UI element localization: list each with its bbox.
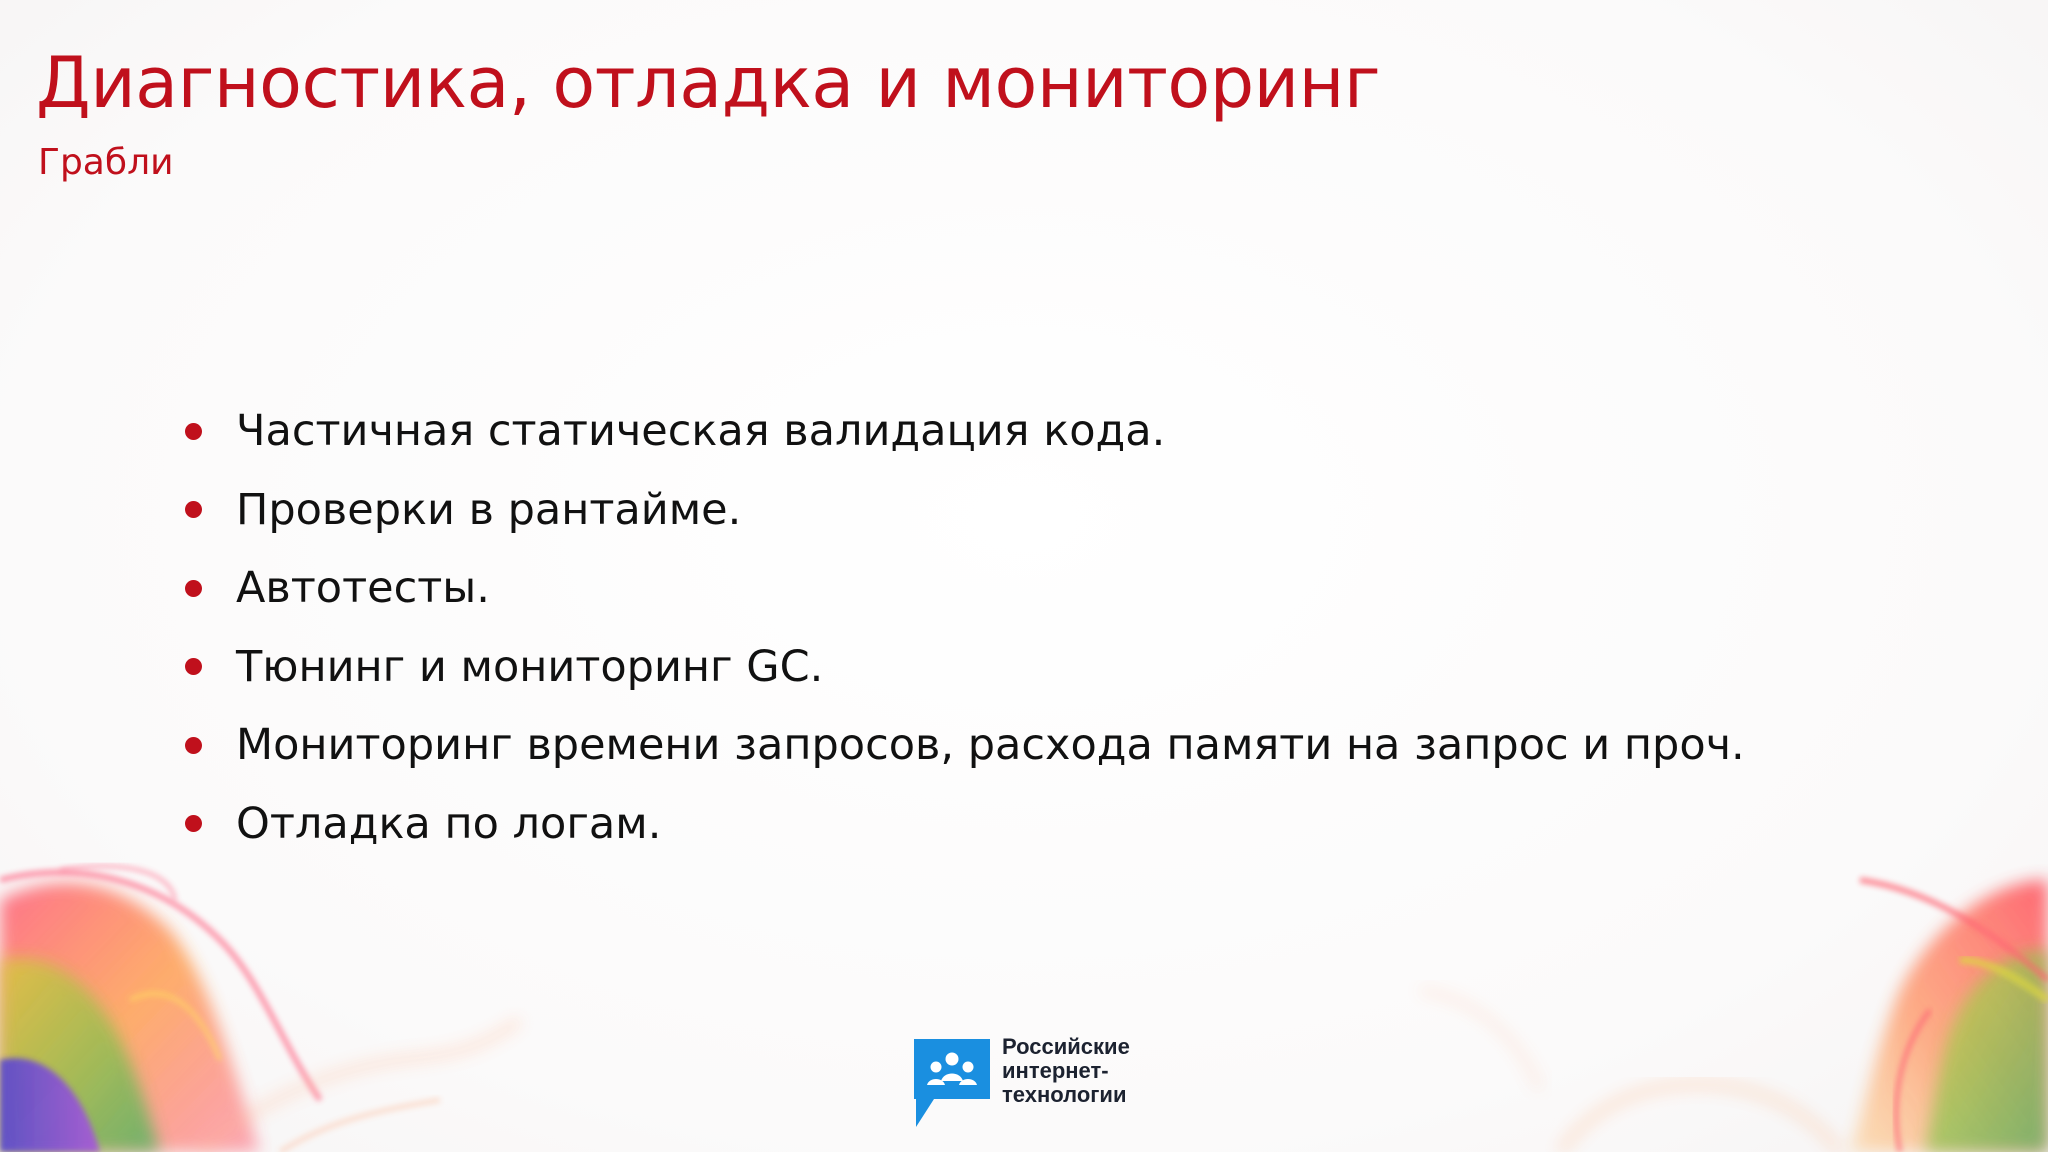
bullet-dot-icon bbox=[185, 815, 202, 832]
rit-logo bbox=[914, 1035, 1154, 1130]
bullet-list bbox=[182, 392, 1745, 863]
bullet-dot-icon bbox=[185, 580, 202, 597]
logo-line: Российские bbox=[1002, 1034, 1130, 1059]
bullet-item bbox=[182, 628, 1745, 707]
bullet-text: Проверки в рантайме. bbox=[236, 484, 742, 535]
bullet-text: Мониторинг времени запросов, расхода памяти на запрос и проч. bbox=[236, 720, 1745, 771]
right-smoke bbox=[1420, 880, 2048, 1152]
bullet-text: Отладка по логам. bbox=[236, 798, 662, 849]
bullet-dot-icon bbox=[185, 501, 202, 518]
bullet-text: Тюнинг и мониторинг GC. bbox=[236, 641, 824, 692]
people-speech-bubble-icon bbox=[914, 1037, 990, 1129]
bullet-item bbox=[182, 392, 1745, 471]
bullet-dot-icon bbox=[185, 737, 202, 754]
left-smoke bbox=[0, 866, 520, 1152]
slide-title: Диагностика, отладка и мониторинг bbox=[36, 42, 1381, 124]
bullet-dot-icon bbox=[185, 423, 202, 440]
bullet-text: Автотесты. bbox=[236, 563, 490, 614]
bullet-item bbox=[182, 706, 1745, 785]
bullet-dot-icon bbox=[185, 658, 202, 675]
logo-line: интернет- bbox=[1002, 1058, 1109, 1083]
bullet-item bbox=[182, 785, 1745, 864]
logo-line: технологии bbox=[1002, 1082, 1127, 1107]
bullet-item bbox=[182, 549, 1745, 628]
slide-subtitle: Грабли bbox=[38, 142, 174, 183]
bullet-text: Частичная статическая валидация кода. bbox=[236, 406, 1166, 457]
logo-text bbox=[1002, 1035, 1130, 1107]
bullet-item bbox=[182, 471, 1745, 550]
